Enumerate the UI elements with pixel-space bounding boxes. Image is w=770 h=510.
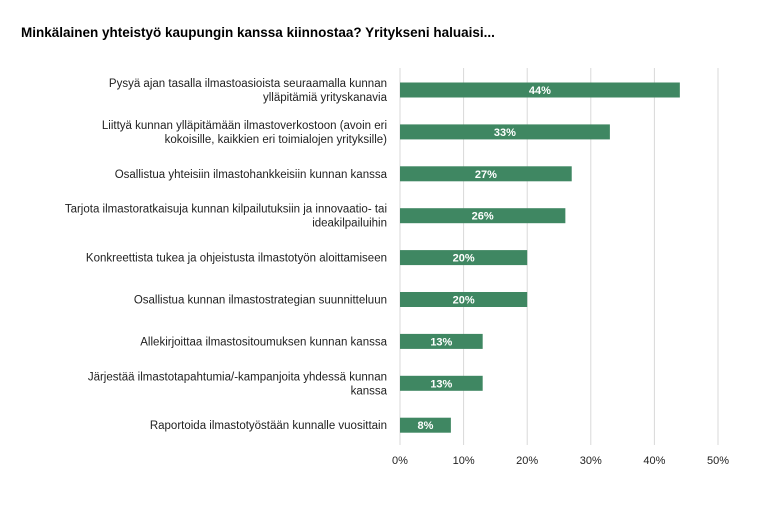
bar-data-label: 33% (493, 126, 516, 139)
x-tick-label: 40% (643, 455, 666, 467)
category-label: Liittyä kunnan ylläpitämään ilmastoverkostoon (avoin eri (101, 119, 387, 132)
bar-data-label: 20% (452, 252, 475, 265)
category-label: ideakilpailuihin (312, 217, 387, 230)
bar-data-label: 13% (430, 378, 453, 391)
bar-data-label: 44% (528, 85, 551, 97)
category-label: Konkreettista tukea ja ohjeistusta ilmastotyön aloittamiseen (85, 252, 387, 265)
x-tick-label: 10% (452, 455, 475, 467)
x-tick-label: 0% (392, 455, 408, 467)
category-label: Järjestää ilmastotapahtumia/-kampanjoita yhdessä kunnan (87, 371, 387, 384)
bar-data-label: 27% (474, 168, 497, 181)
x-tick-label: 20% (516, 455, 539, 467)
category-label: kokoisille, kaikkien eri toimialojen yrityksille) (164, 133, 387, 146)
category-label: ylläpitämiä yrityskanavia (263, 92, 387, 104)
category-label: Osallistua yhteisiin ilmastohankkeisiin kunnan kanssa (114, 168, 387, 181)
bar-data-label: 13% (430, 336, 453, 349)
category-label: Raportoida ilmastotyöstään kunnalle vuosittain (149, 420, 387, 433)
category-label: Pysyä ajan tasalla ilmastoasioista seuraamalla kunnan (108, 78, 387, 90)
chart-title: Minkälainen yhteistyö kaupungin kanssa kiinnostaa? Yritykseni haluaisi... (21, 25, 495, 40)
bar-data-label: 26% (471, 210, 494, 223)
category-label: Allekirjoittaa ilmastositoumuksen kunnan kanssa (140, 336, 387, 349)
category-label: Osallistua kunnan ilmastostrategian suunnitteluun (133, 294, 387, 307)
category-label: kanssa (350, 385, 387, 398)
x-tick-label: 50% (706, 455, 730, 467)
x-tick-label: 30% (579, 455, 602, 467)
category-label: Tarjota ilmastoratkaisuja kunnan kilpailutuksiin ja innovaatio- tai (64, 203, 387, 216)
bar-data-label: 8% (417, 420, 434, 433)
bar-data-label: 20% (452, 294, 475, 307)
